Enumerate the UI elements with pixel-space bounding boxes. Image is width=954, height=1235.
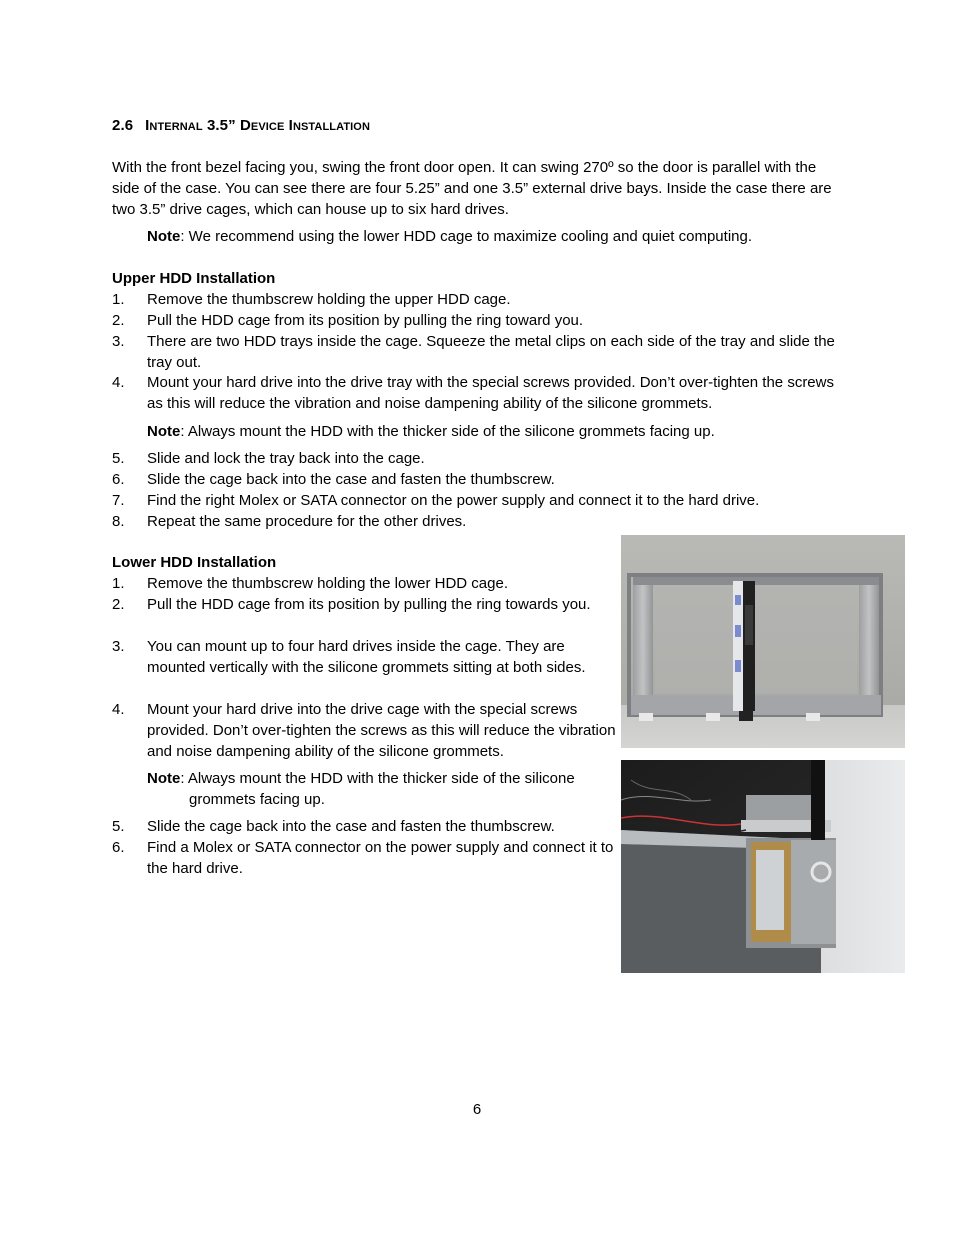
- step-text: Slide the cage back into the case and fasten the thumbscrew.: [147, 818, 555, 835]
- section-heading: [112, 115, 370, 136]
- cage-in-case-image: [621, 760, 905, 973]
- upper-hdd-heading: Upper HDD Installation: [112, 270, 276, 287]
- note-text: : We recommend using the lower HDD cage to maximize cooling and quiet computing.: [180, 228, 753, 245]
- step-number: 5.: [112, 450, 125, 467]
- step-text: Find a Molex or SATA connector on the power supply and connect it to the hard drive.: [147, 839, 614, 877]
- hdd-cage-photo: [621, 535, 905, 748]
- step-number: 5.: [112, 818, 125, 835]
- step-text: Remove the thumbscrew holding the lower HDD cage.: [147, 575, 509, 592]
- page-number: 6: [472, 1101, 482, 1118]
- step-text: Slide and lock the tray back into the cage.: [147, 450, 425, 467]
- step-text: There are two HDD trays inside the cage. Squeeze the metal clips on each side of the tray and slide the tray out.: [147, 333, 835, 371]
- step-text: Pull the HDD cage from its position by pulling the ring toward you.: [147, 312, 584, 329]
- note-label: Note: [147, 770, 181, 787]
- intro-note: [147, 226, 752, 247]
- step-text: Mount your hard drive into the drive cage with the special screws provided. Don’t over-tighten the screws as this will reduce the vibration and noise dampening ability of the silicone grommets.: [147, 701, 616, 760]
- hdd-cage-image: [621, 535, 905, 748]
- upper-note: [147, 421, 715, 442]
- step-number: 8.: [112, 513, 125, 530]
- note-text: : Always mount the HDD with the thicker side of the silicone: [180, 770, 575, 787]
- step-number: 2.: [112, 596, 125, 613]
- step-text: Pull the HDD cage from its position by pulling the ring towards you.: [147, 596, 591, 613]
- step-number: 3.: [112, 638, 125, 655]
- lower-hdd-heading: Lower HDD Installation: [112, 554, 277, 571]
- cage-in-case-photo: [621, 760, 905, 973]
- step-text: Find the right Molex or SATA connector on the power supply and connect it to the hard drive.: [147, 492, 760, 509]
- section-number: 2.6: [112, 117, 134, 134]
- step-number: 1.: [112, 575, 125, 592]
- step-text: Slide the cage back into the case and fasten the thumbscrew.: [147, 471, 555, 488]
- note-text-continued: grommets facing up.: [189, 791, 325, 808]
- step-text: Mount your hard drive into the drive tray with the special screws provided. Don’t over-tighten the screws as this will reduce the vibration and noise dampening ability of the silicone grommets.: [147, 374, 834, 412]
- intro-paragraph: With the front bezel facing you, swing the front door open. It can swing 270º so the door is parallel with the side of the case. You can see there are four 5.25” and one 3.5” external drive bays. Inside the case there are two 3.5” drive cages, which can house up to six hard drives.: [112, 159, 832, 218]
- step-number: 4.: [112, 374, 125, 391]
- section-title: Internal 3.5” Device Installation: [145, 117, 371, 134]
- lower-note: [147, 768, 617, 810]
- step-number: 6.: [112, 839, 125, 856]
- step-text: You can mount up to four hard drives inside the cage. They are mounted vertically with the silicone grommets sitting at both sides.: [147, 638, 586, 676]
- step-number: 6.: [112, 471, 125, 488]
- step-text: Remove the thumbscrew holding the upper HDD cage.: [147, 291, 511, 308]
- note-label: Note: [147, 423, 181, 440]
- note-label: Note: [147, 228, 181, 245]
- step-number: 4.: [112, 701, 125, 718]
- step-number: 1.: [112, 291, 125, 308]
- step-number: 3.: [112, 333, 125, 350]
- step-number: 2.: [112, 312, 125, 329]
- step-number: 7.: [112, 492, 125, 509]
- note-text: : Always mount the HDD with the thicker side of the silicone grommets facing up.: [180, 423, 715, 440]
- step-text: Repeat the same procedure for the other drives.: [147, 513, 467, 530]
